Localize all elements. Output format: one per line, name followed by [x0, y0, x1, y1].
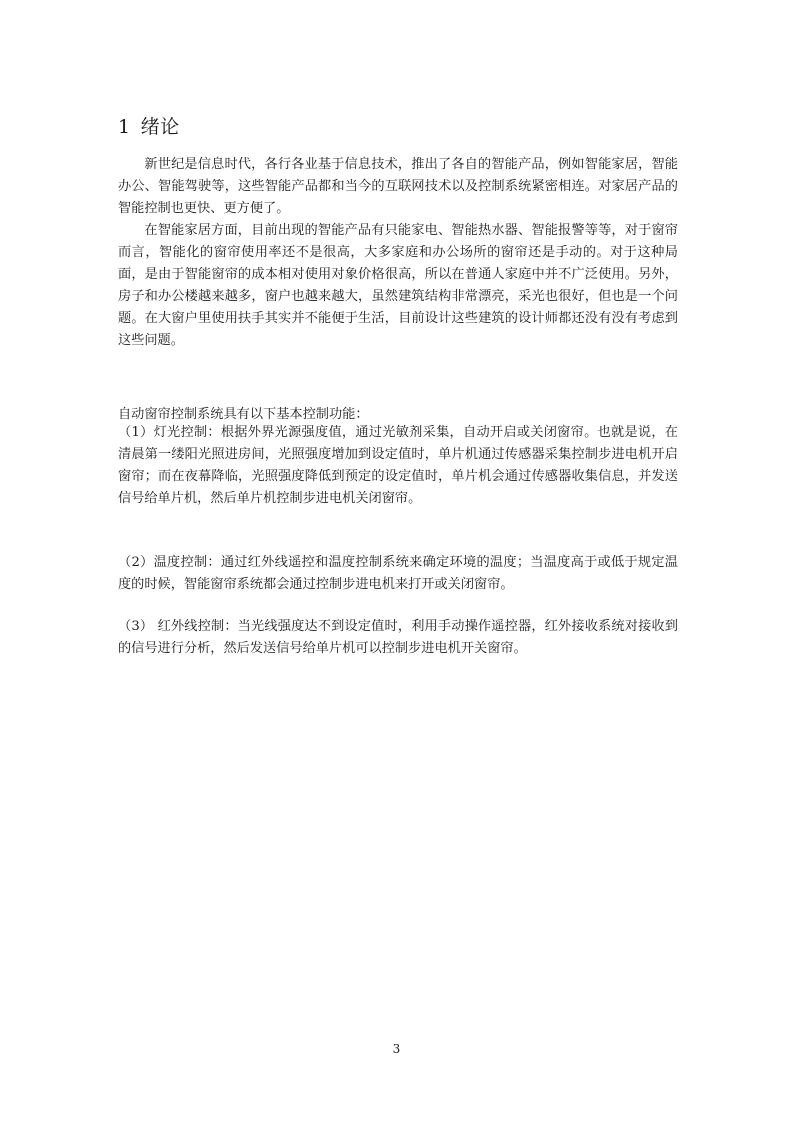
intro-paragraph-1: 新世纪是信息时代，各行各业基于信息技术，推出了各自的智能产品，例如智能家居，智能办公、智能驾驶等，这些智能产品都和当今的互联网技术以及控制系统紧密相连。对家居产品的智能控制也更快、更方便了。	[118, 157, 678, 216]
feature-temperature-control	[118, 552, 678, 596]
feature-paragraph: （1）灯光控制：根据外界光源强度值，通过光敏剂采集，自动开启或关闭窗帘。也就是说，在清晨第一缕阳光照进房间，光照强度增加到设定值时，单片机通过传感器采集控制步进电机开启窗帘；而在夜幕降临，光照强度降低到预定的设定值时，单片机会通过传感器收集信息，并发送信号给单片机，然后单片机控制步进电机关闭窗帘。	[118, 425, 678, 506]
feature-infrared-control	[118, 616, 678, 660]
features-intro-text: 自动窗帘控制系统具有以下基本控制功能：	[118, 407, 369, 422]
feature-paragraph: （3） 红外线控制：当光线强度达不到设定值时，利用手动操作遥控器，红外接收系统对接收到的信号进行分析，然后发送信号给单片机可以控制步进电机开关窗帘。	[118, 619, 678, 656]
chapter-heading	[118, 114, 180, 140]
intro-section	[118, 154, 678, 352]
feature-light-control	[118, 422, 678, 510]
chapter-title: 绪论	[140, 116, 180, 138]
feature-paragraph: （2）温度控制：通过红外线遥控和温度控制系统来确定环境的温度；当温度高于或低于规定温度的时候，智能窗帘系统都会通过控制步进电机来打开或关闭窗帘。	[118, 555, 678, 592]
intro-paragraph-2: 在智能家居方面，目前出现的智能产品有只能家电、智能热水器、智能报警等等，对于窗帘而言，智能化的窗帘使用率还不是很高，大多家庭和办公场所的窗帘还是手动的。对于这种局面，是由于智能窗帘的成本相对使用对象价格很高，所以在普通人家庭中并不广泛使用。另外，房子和办公楼越来越多，窗户也越来越大，虽然建筑结构非常漂亮，采光也很好，但也是一个问题。在大窗户里使用扶手其实并不能便于生活，目前设计这些建筑的设计师都还没有没有考虑到这些问题。	[118, 223, 678, 348]
page-number: 3	[392, 1042, 401, 1056]
chapter-number: 1	[118, 116, 131, 138]
